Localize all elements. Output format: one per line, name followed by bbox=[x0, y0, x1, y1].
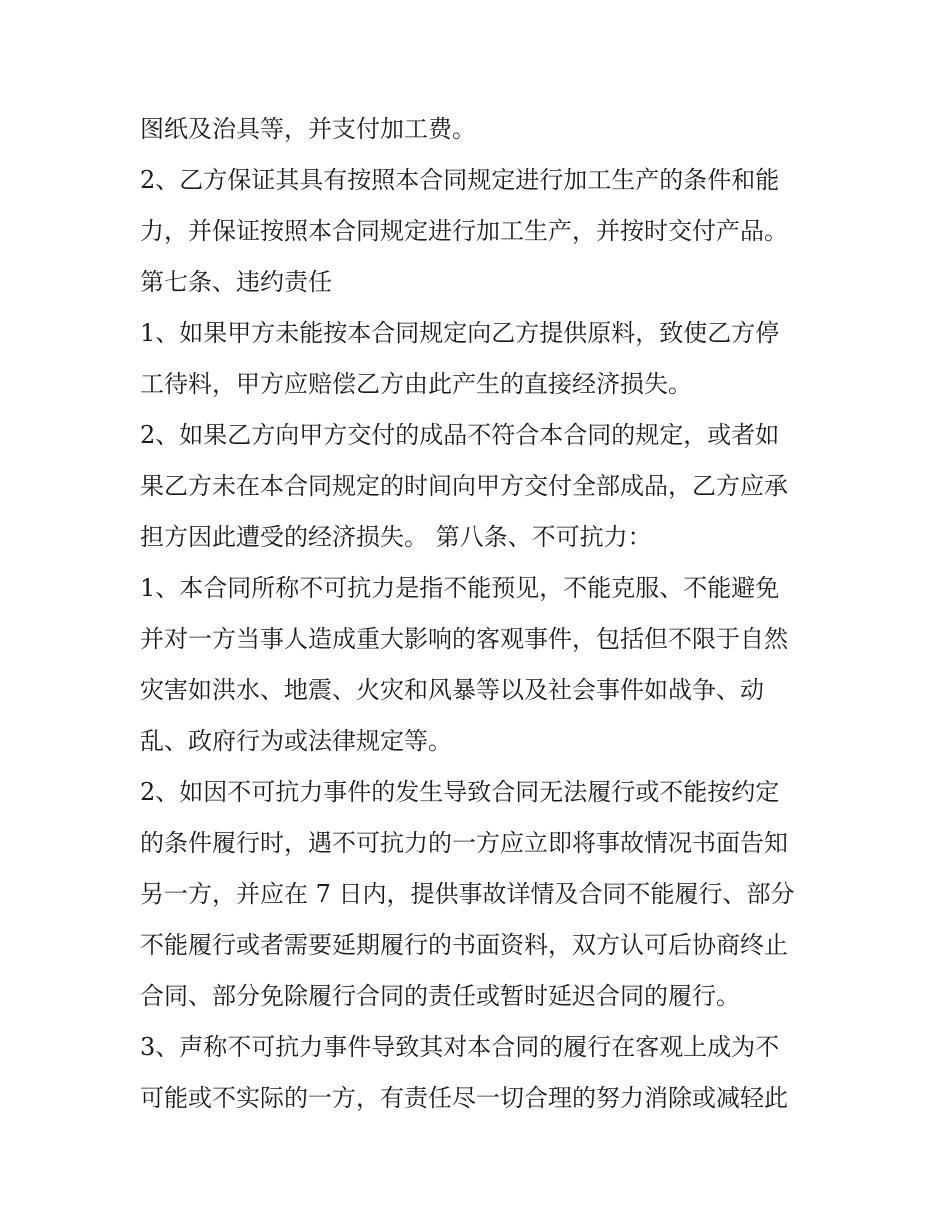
contract-body-text bbox=[140, 104, 840, 1124]
section-heading-7: 第七条、违约责任 bbox=[140, 268, 332, 296]
text-line: 果乙方未在本合同规定的时间向甲方交付全部成品，乙方应承 bbox=[140, 472, 788, 500]
text-line: 2、乙方保证其具有按照本合同规定进行加工生产的条件和能 bbox=[140, 166, 780, 194]
text-line: 力，并保证按照本合同规定进行加工生产，并按时交付产品。 bbox=[140, 217, 788, 245]
text-line: 合同、部分免除履行合同的责任或暂时延迟合同的履行。 bbox=[140, 982, 740, 1010]
text-line: 图纸及治具等，并支付加工费。 bbox=[140, 115, 476, 143]
text-line: 可能或不实际的一方，有责任尽一切合理的努力消除或减轻此 bbox=[140, 1084, 788, 1112]
text-line: 担方因此遭受的经济损失。 第八条、不可抗力： bbox=[140, 523, 652, 551]
text-line: 1、本合同所称不可抗力是指不能预见，不能克服、不能避免 bbox=[140, 574, 780, 602]
text-line: 不能履行或者需要延期履行的书面资料，双方认可后协商终止 bbox=[140, 931, 788, 959]
text-line: 2、如因不可抗力事件的发生导致合同无法履行或不能按约定 bbox=[140, 778, 780, 806]
text-line: 灾害如洪水、地震、火灾和风暴等以及社会事件如战争、动 bbox=[140, 676, 764, 704]
text-line: 并对一方当事人造成重大影响的客观事件，包括但不限于自然 bbox=[140, 625, 788, 653]
text-line: 另一方，并应在 7 日内，提供事故详情及合同不能履行、部分 bbox=[140, 880, 795, 908]
text-line: 3、声称不可抗力事件导致其对本合同的履行在客观上成为不 bbox=[140, 1033, 780, 1061]
text-line: 工待料，甲方应赔偿乙方由此产生的直接经济损失。 bbox=[140, 370, 692, 398]
text-line: 1、如果甲方未能按本合同规定向乙方提供原料，致使乙方停 bbox=[140, 319, 780, 347]
text-line: 的条件履行时，遇不可抗力的一方应立即将事故情况书面告知 bbox=[140, 829, 788, 857]
text-line: 2、如果乙方向甲方交付的成品不符合本合同的规定，或者如 bbox=[140, 421, 780, 449]
text-line: 乱、政府行为或法律规定等。 bbox=[140, 727, 452, 755]
